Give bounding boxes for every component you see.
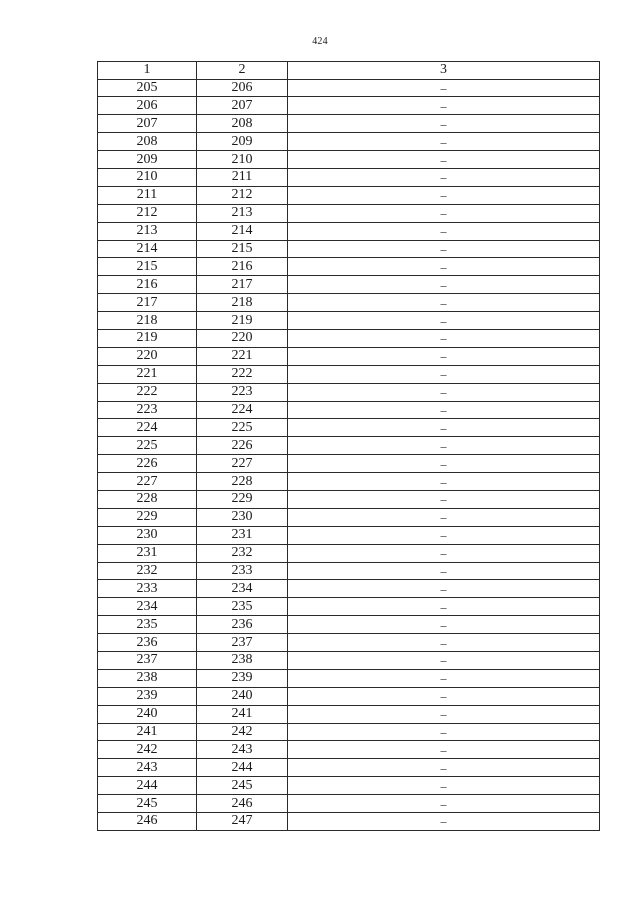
table-cell-col-2: 244 — [197, 759, 288, 777]
table-cell-col-1: 233 — [98, 580, 197, 598]
table-cell-col-1: 231 — [98, 544, 197, 562]
table-row — [98, 705, 600, 723]
table-cell-col-3: – — [288, 365, 600, 383]
table-cell-col-1: 229 — [98, 508, 197, 526]
table-cell-col-3: – — [288, 669, 600, 687]
table-row — [98, 97, 600, 115]
table-cell-col-1: 237 — [98, 652, 197, 670]
table-cell-col-2: 227 — [197, 455, 288, 473]
table-cell-col-2: 232 — [197, 544, 288, 562]
table-cell-col-2: 229 — [197, 490, 288, 508]
table-row — [98, 79, 600, 97]
table-cell-col-2: 241 — [197, 705, 288, 723]
table-cell-col-3: – — [288, 562, 600, 580]
table-cell-col-2: 215 — [197, 240, 288, 258]
table-cell-col-2: 211 — [197, 168, 288, 186]
table-cell-col-2: 207 — [197, 97, 288, 115]
table-cell-col-2: 208 — [197, 115, 288, 133]
table-cell-col-3: – — [288, 115, 600, 133]
table-row — [98, 347, 600, 365]
table-cell-col-1: 220 — [98, 347, 197, 365]
table-cell-col-3: – — [288, 79, 600, 97]
table-row — [98, 204, 600, 222]
table-cell-col-3: – — [288, 741, 600, 759]
table-row — [98, 562, 600, 580]
table-cell-col-1: 228 — [98, 490, 197, 508]
table-cell-col-2: 242 — [197, 723, 288, 741]
table-cell-col-3: – — [288, 437, 600, 455]
table-row — [98, 759, 600, 777]
table-row — [98, 598, 600, 616]
table-cell-col-3: – — [288, 151, 600, 169]
table-cell-col-2: 220 — [197, 329, 288, 347]
table-cell-col-1: 223 — [98, 401, 197, 419]
table-cell-col-2: 212 — [197, 186, 288, 204]
page-number: 424 — [312, 36, 328, 47]
table-row — [98, 455, 600, 473]
table-row — [98, 473, 600, 491]
table-cell-col-1: 234 — [98, 598, 197, 616]
table-cell-col-1: 212 — [98, 204, 197, 222]
table-cell-col-3: – — [288, 294, 600, 312]
table-cell-col-2: 226 — [197, 437, 288, 455]
table-row — [98, 240, 600, 258]
table-cell-col-1: 226 — [98, 455, 197, 473]
table-cell-col-3: – — [288, 705, 600, 723]
table-cell-col-2: 230 — [197, 508, 288, 526]
table-row — [98, 723, 600, 741]
table-row — [98, 795, 600, 813]
table-cell-col-3: – — [288, 312, 600, 330]
table-row — [98, 687, 600, 705]
table-cell-col-1: 243 — [98, 759, 197, 777]
table-cell-col-2: 234 — [197, 580, 288, 598]
table-cell-col-1: 219 — [98, 329, 197, 347]
table-cell-col-1: 216 — [98, 276, 197, 294]
table-cell-col-2: 237 — [197, 634, 288, 652]
table-cell-col-1: 209 — [98, 151, 197, 169]
table-cell-col-3: – — [288, 759, 600, 777]
table-cell-col-2: 236 — [197, 616, 288, 634]
table-row — [98, 669, 600, 687]
table-cell-col-1: 206 — [98, 97, 197, 115]
table-cell-col-1: 218 — [98, 312, 197, 330]
table-cell-col-2: 223 — [197, 383, 288, 401]
table-row — [98, 168, 600, 186]
table-cell-col-1: 240 — [98, 705, 197, 723]
header-cell-col-3: 3 — [288, 62, 600, 80]
table-cell-col-3: – — [288, 652, 600, 670]
table-cell-col-3: – — [288, 240, 600, 258]
table-cell-col-2: 219 — [197, 312, 288, 330]
table-row — [98, 186, 600, 204]
table-cell-col-3: – — [288, 347, 600, 365]
table-row — [98, 294, 600, 312]
table-cell-col-2: 240 — [197, 687, 288, 705]
header-cell-col-1: 1 — [98, 62, 197, 80]
table-cell-col-2: 221 — [197, 347, 288, 365]
table-cell-col-2: 233 — [197, 562, 288, 580]
table-row — [98, 365, 600, 383]
table-cell-col-3: – — [288, 795, 600, 813]
table-row — [98, 151, 600, 169]
table-cell-col-3: – — [288, 186, 600, 204]
table-cell-col-1: 238 — [98, 669, 197, 687]
table-row — [98, 616, 600, 634]
table-row — [98, 383, 600, 401]
table-cell-col-2: 213 — [197, 204, 288, 222]
table-cell-col-1: 205 — [98, 79, 197, 97]
table-cell-col-2: 238 — [197, 652, 288, 670]
table-row — [98, 133, 600, 151]
table-cell-col-1: 207 — [98, 115, 197, 133]
header-cell-col-2: 2 — [197, 62, 288, 80]
table-cell-col-1: 224 — [98, 419, 197, 437]
table-cell-col-3: – — [288, 473, 600, 491]
table-cell-col-3: – — [288, 401, 600, 419]
table-cell-col-2: 245 — [197, 777, 288, 795]
table-cell-col-1: 225 — [98, 437, 197, 455]
table-cell-col-3: – — [288, 419, 600, 437]
table-row — [98, 777, 600, 795]
table-cell-col-3: – — [288, 634, 600, 652]
table-cell-col-3: – — [288, 723, 600, 741]
table-cell-col-1: 232 — [98, 562, 197, 580]
table-cell-col-3: – — [288, 97, 600, 115]
table-row — [98, 329, 600, 347]
table-row — [98, 276, 600, 294]
table-cell-col-1: 235 — [98, 616, 197, 634]
table-cell-col-1: 227 — [98, 473, 197, 491]
table-cell-col-2: 224 — [197, 401, 288, 419]
table-row — [98, 401, 600, 419]
table-header — [98, 62, 600, 80]
table-cell-col-2: 218 — [197, 294, 288, 312]
table-cell-col-2: 228 — [197, 473, 288, 491]
table-cell-col-2: 243 — [197, 741, 288, 759]
table-row — [98, 526, 600, 544]
table-cell-col-3: – — [288, 490, 600, 508]
table-row — [98, 741, 600, 759]
table-cell-col-1: 208 — [98, 133, 197, 151]
table-body — [98, 79, 600, 830]
table-cell-col-2: 216 — [197, 258, 288, 276]
table-cell-col-2: 210 — [197, 151, 288, 169]
table-cell-col-1: 241 — [98, 723, 197, 741]
table-row — [98, 580, 600, 598]
data-table — [97, 61, 600, 831]
table-cell-col-3: – — [288, 258, 600, 276]
table-cell-col-3: – — [288, 687, 600, 705]
table-cell-col-3: – — [288, 329, 600, 347]
table-cell-col-2: 247 — [197, 813, 288, 831]
table-cell-col-1: 245 — [98, 795, 197, 813]
table-cell-col-3: – — [288, 580, 600, 598]
table-cell-col-3: – — [288, 544, 600, 562]
table-cell-col-2: 235 — [197, 598, 288, 616]
table-cell-col-2: 222 — [197, 365, 288, 383]
table-cell-col-1: 215 — [98, 258, 197, 276]
table-row — [98, 544, 600, 562]
table-cell-col-1: 244 — [98, 777, 197, 795]
table-cell-col-1: 239 — [98, 687, 197, 705]
table-row — [98, 634, 600, 652]
table-row — [98, 813, 600, 831]
table-cell-col-2: 231 — [197, 526, 288, 544]
table-row — [98, 490, 600, 508]
table-cell-col-1: 222 — [98, 383, 197, 401]
table-cell-col-2: 214 — [197, 222, 288, 240]
table-row — [98, 652, 600, 670]
table-cell-col-3: – — [288, 508, 600, 526]
table-cell-col-1: 213 — [98, 222, 197, 240]
table-cell-col-2: 239 — [197, 669, 288, 687]
table-cell-col-1: 210 — [98, 168, 197, 186]
table-cell-col-3: – — [288, 276, 600, 294]
table-row — [98, 508, 600, 526]
table-cell-col-2: 209 — [197, 133, 288, 151]
table-cell-col-3: – — [288, 222, 600, 240]
table-cell-col-1: 221 — [98, 365, 197, 383]
table-cell-col-1: 217 — [98, 294, 197, 312]
table-row — [98, 258, 600, 276]
table-cell-col-3: – — [288, 526, 600, 544]
table-cell-col-1: 211 — [98, 186, 197, 204]
table-cell-col-1: 236 — [98, 634, 197, 652]
table-cell-col-3: – — [288, 383, 600, 401]
table-row — [98, 222, 600, 240]
table-cell-col-3: – — [288, 777, 600, 795]
table-cell-col-3: – — [288, 204, 600, 222]
table-row — [98, 437, 600, 455]
table-cell-col-2: 225 — [197, 419, 288, 437]
table-cell-col-1: 242 — [98, 741, 197, 759]
header-row — [98, 62, 600, 80]
table-cell-col-3: – — [288, 598, 600, 616]
table-cell-col-1: 246 — [98, 813, 197, 831]
table-row — [98, 312, 600, 330]
table-cell-col-3: – — [288, 133, 600, 151]
table-cell-col-3: – — [288, 455, 600, 473]
table-cell-col-3: – — [288, 168, 600, 186]
table-cell-col-1: 214 — [98, 240, 197, 258]
table-cell-col-1: 230 — [98, 526, 197, 544]
table-cell-col-3: – — [288, 616, 600, 634]
table-row — [98, 419, 600, 437]
table-cell-col-3: – — [288, 813, 600, 831]
table-cell-col-2: 206 — [197, 79, 288, 97]
table-cell-col-2: 217 — [197, 276, 288, 294]
table-row — [98, 115, 600, 133]
table-cell-col-2: 246 — [197, 795, 288, 813]
